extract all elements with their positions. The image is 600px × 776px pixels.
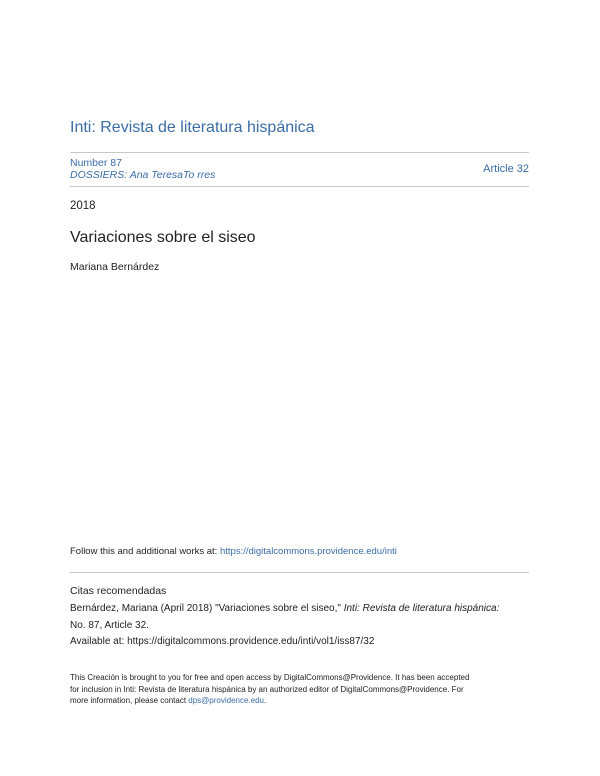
- footer-line: [70, 695, 529, 707]
- footer-period: .: [264, 696, 267, 705]
- follow-line: [70, 546, 397, 557]
- divider: [70, 186, 529, 187]
- article-number[interactable]: Article 32: [483, 163, 529, 175]
- divider: [70, 572, 529, 573]
- follow-text: Follow this and additional works at:: [70, 546, 220, 557]
- footer-line: for inclusion in Inti: Revista de literatura hispánica by an authorized editor of DigitalCommons@Providence. For: [70, 684, 464, 694]
- author-name: Mariana Bernárdez: [70, 261, 160, 273]
- citation-journal: Inti: Revista de literatura hispánica:: [343, 603, 500, 614]
- citation-text: Bernárdez, Mariana (April 2018) "Variaciones sobre el siseo,": [70, 603, 344, 614]
- citation-url-line: Available at: https://digitalcommons.providence.edu/inti/vol1/iss87/32: [70, 636, 375, 647]
- article-title: Variaciones sobre el siseo: [70, 229, 256, 246]
- footer-notice: [70, 672, 529, 707]
- dossier-link[interactable]: DOSSIERS: Ana TeresaTo rres: [70, 169, 216, 181]
- issue-number[interactable]: Number 87: [70, 157, 122, 169]
- cover-page: [70, 0, 529, 776]
- footer-line: This Creación is brought to you for free and open access by DigitalCommons@Providence. It has been accepted: [70, 673, 470, 682]
- journal-title[interactable]: Inti: Revista de literatura hispánica: [70, 119, 315, 136]
- divider: [70, 152, 529, 153]
- citation-line: [70, 601, 540, 618]
- citation-block: [70, 601, 540, 651]
- publication-year: 2018: [70, 200, 96, 212]
- footer-contact-text: more information, please contact: [70, 696, 189, 705]
- contact-email-link[interactable]: dps@providence.edu: [188, 696, 265, 705]
- repository-link[interactable]: https://digitalcommons.providence.edu/inti: [219, 546, 397, 557]
- citation-line: No. 87, Article 32.: [70, 619, 149, 631]
- citation-heading: Citas recomendadas: [70, 585, 167, 597]
